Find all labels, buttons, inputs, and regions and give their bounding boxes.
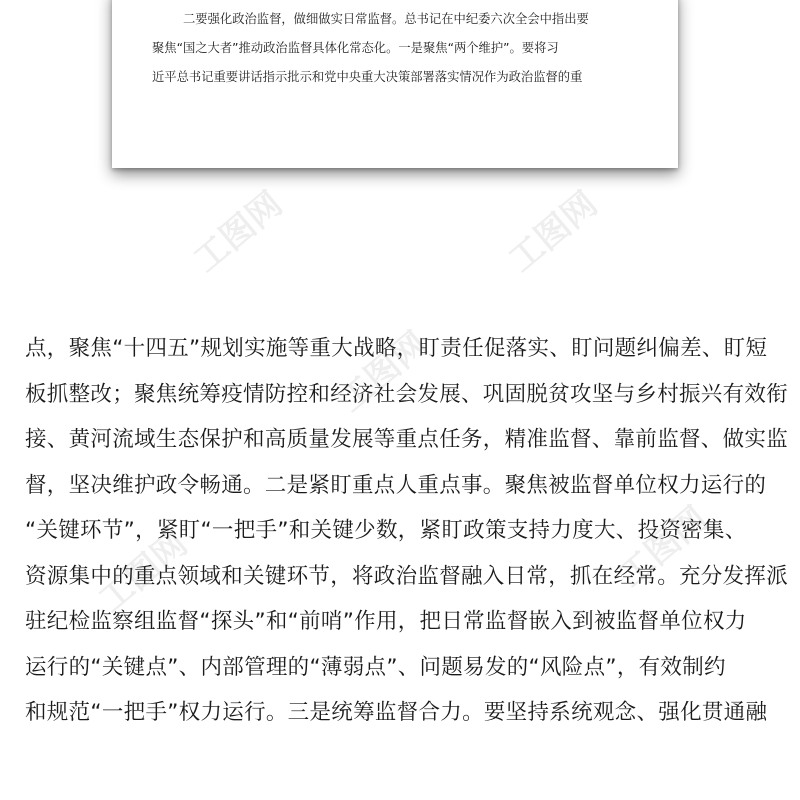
- watermark: 工图网: [611, 499, 716, 596]
- body-line: 和规范“一把手”权力运行。三是统筹监督合力。要坚持系统观念、强化贯通融: [25, 700, 768, 725]
- body-line: 运行的“关键点”、内部管理的“薄弱点”、问题易发的“风险点”，有效制约: [25, 654, 726, 680]
- preview-line: 聚焦“国之大者”推动政治监督具体化常态化。一是聚焦“两个维护”。要将习: [152, 41, 559, 55]
- body-line: 督，坚决维护政令畅通。二是紧盯重点人重点事。聚焦被监督单位权力运行的: [25, 472, 767, 498]
- body-text: [25, 326, 789, 781]
- watermark: 工图网: [91, 524, 196, 621]
- body-line: “关键环节”，紧盯“一把手”和关键少数，紧盯政策支持力度大、投资密集、: [25, 518, 747, 543]
- body-line-cut: [25, 736, 785, 782]
- body-line: 接、黄河流域生态保护和高质量发展等重点任务，精准监督、靠前监督、做实监: [25, 427, 789, 452]
- body-line: 点，聚焦“十四五”规划实施等重大战略，盯责任促落实、盯问题纠偏差、盯短: [25, 336, 768, 361]
- watermark: 工图网: [186, 184, 291, 281]
- preview-line: 近平总书记重要讲话指示批示和党中央重大决策部署落实情况作为政治监督的重: [152, 70, 583, 84]
- preview-line: 二要强化政治监督，做细做实日常监督。总书记在中纪委六次全会中指出要: [183, 12, 589, 26]
- watermark: 工图网: [331, 324, 436, 421]
- document-preview-card: [112, 0, 678, 168]
- watermark: 工图网: [501, 184, 606, 281]
- body-line: 驻纪检监察组监督“探头”和“前哨”作用，把日常监督嵌入到被监督单位权力: [25, 609, 747, 634]
- body-line: 板抓整改；聚焦统筹疫情防控和经济社会发展、巩固脱贫攻坚与乡村振兴有效衔: [25, 381, 789, 407]
- body-line: 资源集中的重点领域和关键环节，将政治监督融入日常，抓在经常。充分发挥派: [25, 563, 789, 589]
